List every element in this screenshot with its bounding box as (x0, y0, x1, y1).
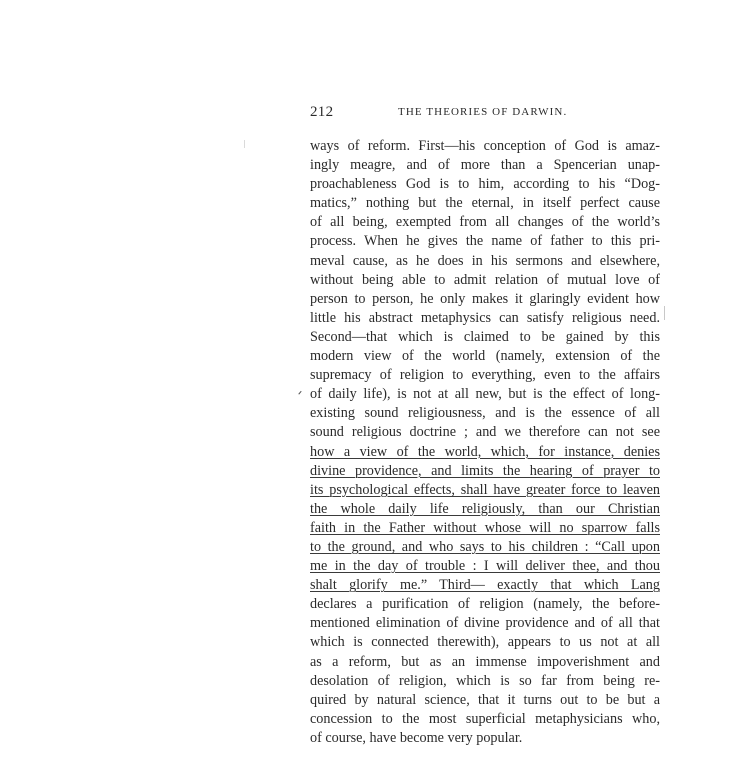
underlined-text-line: divine providence, and limits the hearing of prayer to (310, 462, 660, 479)
text-line: concession to the most superficial metaphysicians who, (310, 710, 660, 727)
text-line: without being able to admit relation of mutual love of (310, 271, 660, 288)
running-title: THE THEORIES OF DARWIN. (398, 106, 568, 118)
underlined-text-line: how a view of the world, which, for instance, denies (310, 443, 660, 460)
text-line: of course, have become very popular. (310, 729, 523, 746)
body-text (310, 137, 660, 748)
text-line: which is connected therewith), appears to us not at all (310, 634, 660, 651)
text-line: matics,” nothing but the eternal, in itself perfect cause (310, 195, 660, 212)
margin-pencil-tick (298, 391, 304, 397)
text-line: desolation of religion, which is so far from being re- (310, 672, 660, 689)
text-line: declares a purification of religion (namely, the before- (310, 596, 660, 613)
text-line: existing sound religiousness, and is the essence of all (310, 405, 660, 422)
text-line: quired by natural science, that it turns out to be but a (310, 691, 660, 708)
text-line: as a reform, but as an immense impoverishment and (310, 653, 660, 670)
text-line: person to person, he only makes it glaringly evident how (310, 290, 660, 307)
underlined-text-line: shalt glorify me.” Third— exactly that which Lang (310, 577, 660, 594)
text-line: modern view of the world (namely, extension of the (310, 348, 660, 365)
text-line: ingly meagre, and of more than a Spencerian unap- (310, 157, 660, 174)
text-line: ways of reform. First—his conception of God is amaz- (310, 138, 660, 154)
text-line: supremacy of religion to everything, even to the affairs (310, 367, 660, 384)
underlined-text-line: faith in the Father without whose will no sparrow falls (310, 519, 660, 536)
text-line: proachableness God is to him, according to his “Dog- (310, 176, 660, 193)
text-line: sound religious doctrine ; and we therefore can not see (310, 424, 660, 441)
text-line: of daily life), is not at all new, but is the effect of long- (310, 386, 660, 403)
underlined-text-line: me in the day of trouble : I will deliver thee, and thou (310, 558, 660, 575)
underlined-text-line: its psychological effects, shall have greater force to leaven (310, 481, 660, 498)
text-line: process. When he gives the name of father to this pri- (310, 233, 660, 250)
margin-speck (244, 140, 245, 148)
text-line: of all being, exempted from all changes of the world’s (310, 214, 660, 231)
text-line: mentioned elimination of divine providence and of all that (310, 615, 660, 632)
text-line: Second—that which is claimed to be gained by this (310, 328, 660, 345)
underlined-text-line: to the ground, and who says to his children : “Call upon (310, 538, 660, 555)
text-line: meval cause, as he does in his sermons and elsewhere, (310, 252, 660, 269)
page-header (310, 104, 660, 124)
underlined-text-line: the whole daily life religiously, than our Christian (310, 500, 660, 517)
page-number: 212 (310, 104, 334, 120)
margin-speck-right (664, 306, 665, 320)
text-line: little his abstract metaphysics can satisfy religious need. (310, 309, 660, 326)
